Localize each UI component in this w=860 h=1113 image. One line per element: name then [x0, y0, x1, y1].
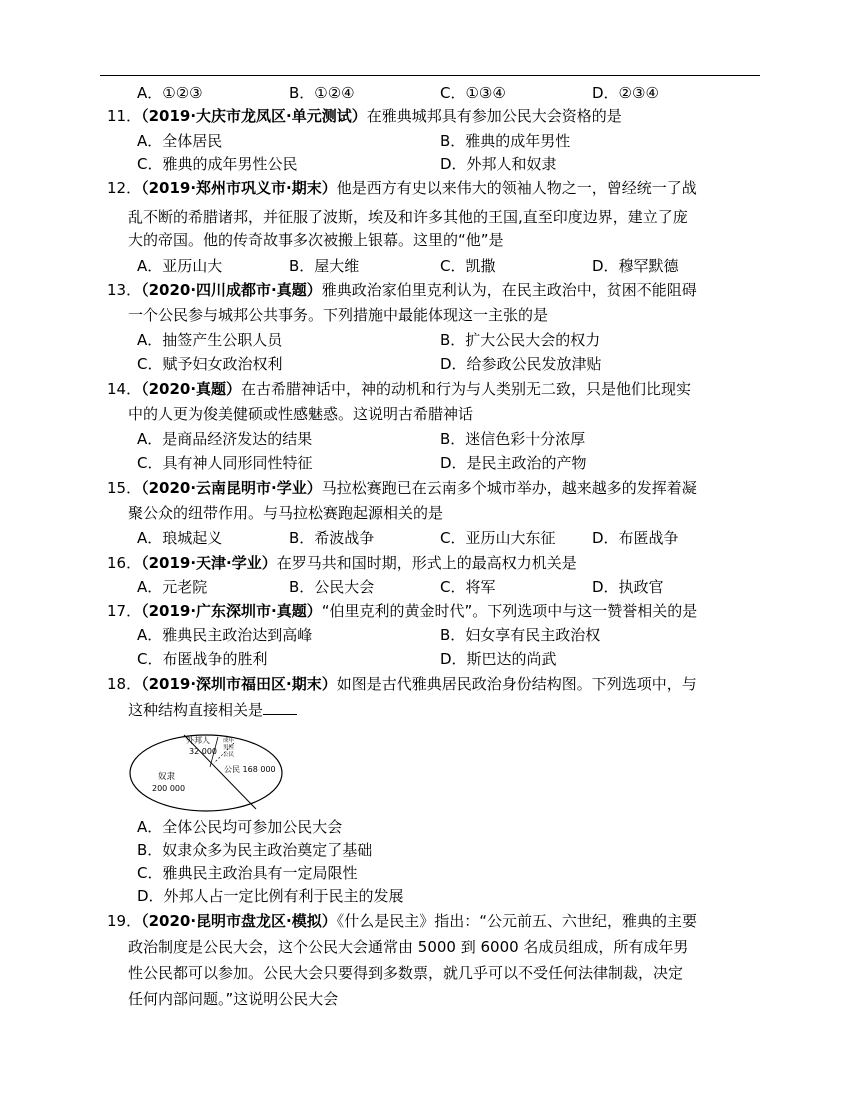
- q13-option-b[interactable]: B．扩大公民大会的权力: [440, 331, 601, 349]
- q15-option-d[interactable]: D．布匿战争: [592, 529, 679, 547]
- q18-stem: [107, 673, 697, 695]
- q14-text-2: 中的人更为俊美健硕或性感魅惑。这说明古希腊神话: [128, 405, 474, 423]
- q16-text: 在罗马共和国时期，形式上的最高权力机关是: [276, 554, 577, 572]
- q13-stem: [107, 279, 697, 301]
- q16-option-b[interactable]: B．公民大会: [289, 578, 375, 596]
- q19-number: 19．: [107, 912, 142, 930]
- q12-source: （2019·郑州市巩义市·期末）: [141, 179, 337, 197]
- q14-stem: [107, 378, 691, 400]
- q11-option-a[interactable]: A．全体居民: [137, 132, 223, 150]
- fig-foreigner-label: 外邦人: [186, 736, 210, 745]
- q18-option-c[interactable]: C．雅典民主政治具有一定局限性: [137, 864, 358, 882]
- q14-option-c[interactable]: C．具有神人同形同性特征: [137, 454, 313, 472]
- fig-adult-label-2: 男性: [223, 745, 235, 751]
- q10-option-a[interactable]: A．①②③: [137, 84, 203, 102]
- q11-stem: [107, 105, 622, 127]
- q18-option-b[interactable]: B．奴隶众多为民主政治奠定了基础: [137, 841, 373, 859]
- q17-option-a[interactable]: A．雅典民主政治达到高峰: [137, 626, 313, 644]
- q11-option-b[interactable]: B．雅典的成年男性: [440, 132, 571, 150]
- q16-source: （2019·天津·学业）: [141, 554, 277, 572]
- q10-option-b[interactable]: B．①②④: [289, 84, 355, 102]
- q13-option-a[interactable]: A．抽签产生公职人员: [137, 331, 283, 349]
- q14-option-a[interactable]: A．是商品经济发达的结果: [137, 430, 313, 448]
- q16-stem: [107, 552, 577, 574]
- q15-source: （2020·云南昆明市·学业）: [141, 479, 322, 497]
- q10-option-d[interactable]: D．②③④: [592, 84, 659, 102]
- q14-source: （2020·真题）: [141, 380, 242, 398]
- q12-option-c[interactable]: C．凯撒: [440, 257, 496, 275]
- q17-number: 17．: [107, 602, 142, 620]
- fig-adult-label-1: 成年: [223, 738, 235, 744]
- q13-option-d[interactable]: D．给参政公民发放津贴: [440, 355, 602, 373]
- q12-text-1: 他是西方有史以来伟大的领袖人物之一，曾经统一了战: [336, 179, 697, 197]
- q15-text-2: 聚公众的纽带作用。与马拉松赛跑起源相关的是: [128, 504, 444, 522]
- q11-text: 在雅典城邦具有参加公民大会资格的是: [366, 107, 622, 125]
- q12-option-a[interactable]: A．亚历山大: [137, 257, 223, 275]
- q17-option-b[interactable]: B．妇女享有民主政治权: [440, 626, 601, 644]
- q14-option-b[interactable]: B．迷信色彩十分浓厚: [440, 430, 586, 448]
- q13-source: （2020·四川成都市·真题）: [141, 281, 322, 299]
- q15-option-a[interactable]: A．琅城起义: [137, 529, 223, 547]
- fig-foreigner-count: 32 000: [189, 747, 217, 756]
- q18-text-2-wrap: [128, 698, 297, 720]
- q18-text-2: 这种结构直接相关是: [128, 701, 264, 719]
- q16-option-c[interactable]: C．将军: [440, 578, 496, 596]
- q16-option-a[interactable]: A．元老院: [137, 578, 208, 596]
- q13-option-c[interactable]: C．赋予妇女政治权利: [137, 355, 283, 373]
- q19-stem: [107, 910, 697, 932]
- fig-slave-label: 奴隶: [158, 772, 176, 782]
- q18-text-1: 如图是古代雅典居民政治身份结构图。下列选项中，与: [336, 675, 697, 693]
- q18-option-d[interactable]: D．外邦人占一定比例有利于民主的发展: [137, 887, 404, 905]
- q13-text-2: 一个公民参与城邦公共事务。下列措施中最能体现这一主张的是: [128, 306, 549, 324]
- q16-option-d[interactable]: D．执政官: [592, 578, 664, 596]
- q15-option-c[interactable]: C．亚历山大东征: [440, 529, 556, 547]
- q13-number: 13．: [107, 281, 142, 299]
- q17-text: “伯里克利的黄金时代”。下列选项中与这一赞誉相关的是: [321, 602, 698, 620]
- q15-option-b[interactable]: B．希波战争: [289, 529, 375, 547]
- q15-stem: [107, 477, 697, 499]
- q15-text-1: 马拉松赛跑已在云南多个城市举办，越来越多的发挥着凝: [321, 479, 697, 497]
- q19-text-4: 任何内部问题。”这说明公民大会: [128, 990, 339, 1008]
- q19-source: （2020·昆明市盘龙区·模拟）: [141, 912, 337, 930]
- citizenship-structure-figure: [126, 725, 286, 817]
- q11-option-d[interactable]: D．外邦人和奴隶: [440, 155, 557, 173]
- q17-source: （2019·广东深圳市·真题）: [141, 602, 322, 620]
- q10-option-c[interactable]: C．①③④: [440, 84, 506, 102]
- answer-blank[interactable]: [263, 698, 297, 715]
- q11-source: （2019·大庆市龙凤区·单元测试）: [141, 107, 367, 125]
- q13-text-1: 雅典政治家伯里克利认为，在民主政治中，贫困不能阻碍: [321, 281, 697, 299]
- q15-number: 15．: [107, 479, 142, 497]
- q11-number: 11．: [107, 107, 142, 125]
- fig-adult-label-3: 公民: [223, 752, 235, 758]
- q17-option-c[interactable]: C．布匿战争的胜利: [137, 650, 268, 668]
- q18-source: （2019·深圳市福田区·期末）: [141, 675, 337, 693]
- q19-text-3: 性公民都可以参加。公民大会只要得到多数票，就几乎可以不受任何法律制裁，决定: [128, 964, 684, 982]
- q12-text-2: 乱不断的希腊诸邦，并征服了波斯，埃及和许多其他的王国,直至印度边界，建立了庞: [128, 208, 688, 226]
- q12-option-b[interactable]: B．屋大维: [289, 257, 360, 275]
- header-rule: [100, 75, 760, 76]
- q19-text-1: 《什么是民主》指出：“公元前五、六世纪，雅典的主要: [336, 912, 698, 930]
- q12-number: 12．: [107, 179, 142, 197]
- q14-text-1: 在古希腊神话中，神的动机和行为与人类别无二致，只是他们比现实: [241, 380, 692, 398]
- q18-option-a[interactable]: A．全体公民均可参加公民大会: [137, 818, 343, 836]
- q14-option-d[interactable]: D．是民主政治的产物: [440, 454, 587, 472]
- q12-stem: [107, 177, 697, 199]
- q11-option-c[interactable]: C．雅典的成年男性公民: [137, 155, 298, 173]
- q12-text-3: 大的帝国。他的传奇故事多次被搬上银幕。这里的“他”是: [128, 231, 504, 249]
- q16-number: 16．: [107, 554, 142, 572]
- q18-number: 18．: [107, 675, 142, 693]
- q17-stem: [107, 600, 697, 622]
- fig-citizen-label: 公民 168 000: [224, 765, 276, 774]
- q14-number: 14．: [107, 380, 142, 398]
- q19-text-2: 政治制度是公民大会，这个公民大会通常由 5000 到 6000 名成员组成，所有成年男: [128, 938, 689, 956]
- q12-option-d[interactable]: D．穆罕默德: [592, 257, 679, 275]
- fig-slave-count: 200 000: [152, 784, 186, 793]
- q17-option-d[interactable]: D．斯巴达的尚武: [440, 650, 557, 668]
